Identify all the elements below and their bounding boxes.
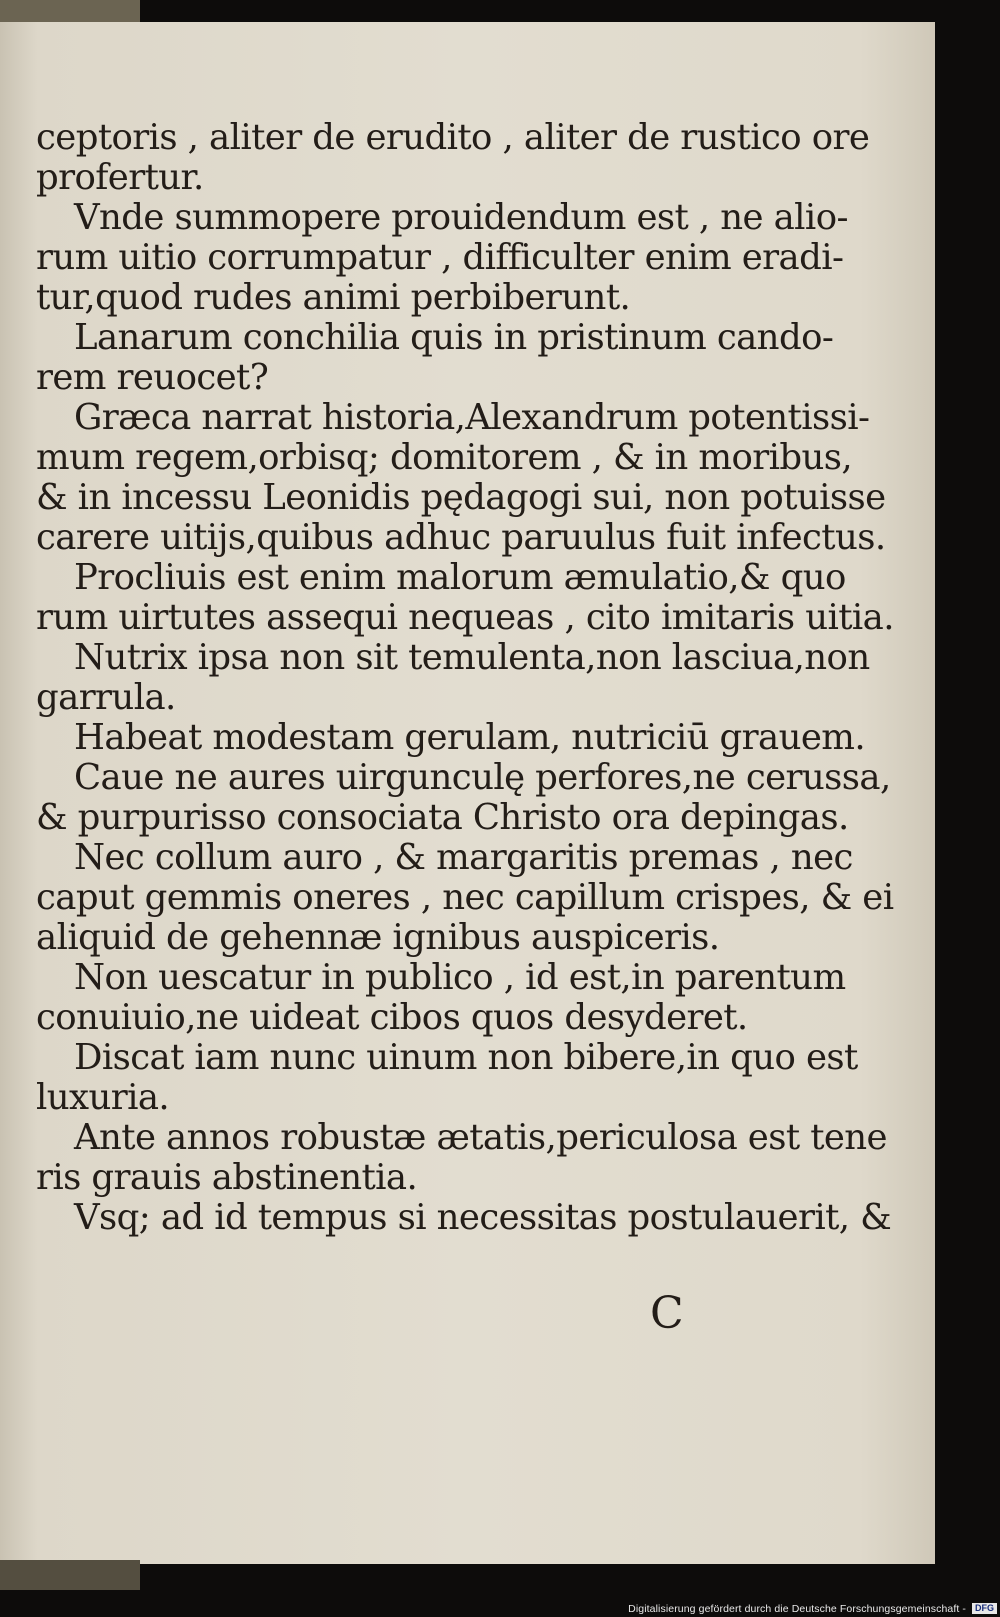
text-line: Nutrix ipsa non sit temulenta,non lasciua,non (74, 637, 870, 678)
page-text (36, 117, 894, 1238)
text-line: Nec collum auro , & margaritis premas , nec (74, 837, 853, 878)
text-line: luxuria. (36, 1077, 170, 1118)
text-line: tur,quod rudes animi perbiberunt. (36, 277, 631, 318)
text-line: Non uescatur in publico , id est,in parentum (74, 957, 846, 998)
text-line: & in incessu Leonidis pędagogi sui, non potuisse (36, 477, 886, 518)
scan-edge-bottom (0, 1560, 140, 1590)
text-line: ceptoris , aliter de erudito , aliter de rustico ore (36, 117, 870, 158)
text-line: caput gemmis oneres , nec capillum crispes, & ei (36, 877, 894, 918)
text-line: carere uitijs,quibus adhuc paruulus fuit infectus. (36, 517, 886, 558)
digitization-credit: Digitalisierung gefördert durch die Deutsche Forschungsgemeinschaft - (628, 1603, 966, 1615)
text-line: Procliuis est enim malorum æmulatio,& quo (74, 557, 846, 598)
text-line: Caue ne aures uirgunculę perfores,ne cerussa, (74, 757, 891, 798)
text-line: aliquid de gehennæ ignibus auspiceris. (36, 917, 720, 958)
text-line: profertur. (36, 157, 204, 198)
signature-mark: C (650, 1288, 684, 1339)
text-line: Discat iam nunc uinum non bibere,in quo est (74, 1037, 858, 1078)
text-line: garrula. (36, 677, 176, 718)
text-line: Lanarum conchilia quis in pristinum cando- (74, 317, 834, 358)
text-line: Ante annos robustæ ætatis,periculosa est tene (74, 1117, 887, 1158)
text-line: mum regem,orbisq; domitorem , & in moribus, (36, 437, 853, 478)
dfg-logo-badge: DFG (972, 1603, 997, 1614)
scan-edge-top (0, 0, 140, 22)
book-page (0, 22, 935, 1564)
text-line: & purpurisso consociata Christo ora depingas. (36, 797, 849, 838)
text-line: rum uirtutes assequi nequeas , cito imitaris uitia. (36, 597, 894, 638)
text-line: Vnde summopere prouidendum est , ne alio- (74, 197, 848, 238)
text-line: Vsq; ad id tempus si necessitas postulauerit, & (74, 1197, 892, 1238)
text-line: rem reuocet? (36, 357, 269, 398)
text-line: rum uitio corrumpatur , difficulter enim eradi- (36, 237, 844, 278)
text-line: conuiuio,ne uideat cibos quos desyderet. (36, 997, 748, 1038)
text-line: Græca narrat historia,Alexandrum potentissi- (74, 397, 870, 438)
text-line: ris grauis abstinentia. (36, 1157, 418, 1198)
text-line: Habeat modestam gerulam, nutriciū grauem. (74, 717, 866, 758)
